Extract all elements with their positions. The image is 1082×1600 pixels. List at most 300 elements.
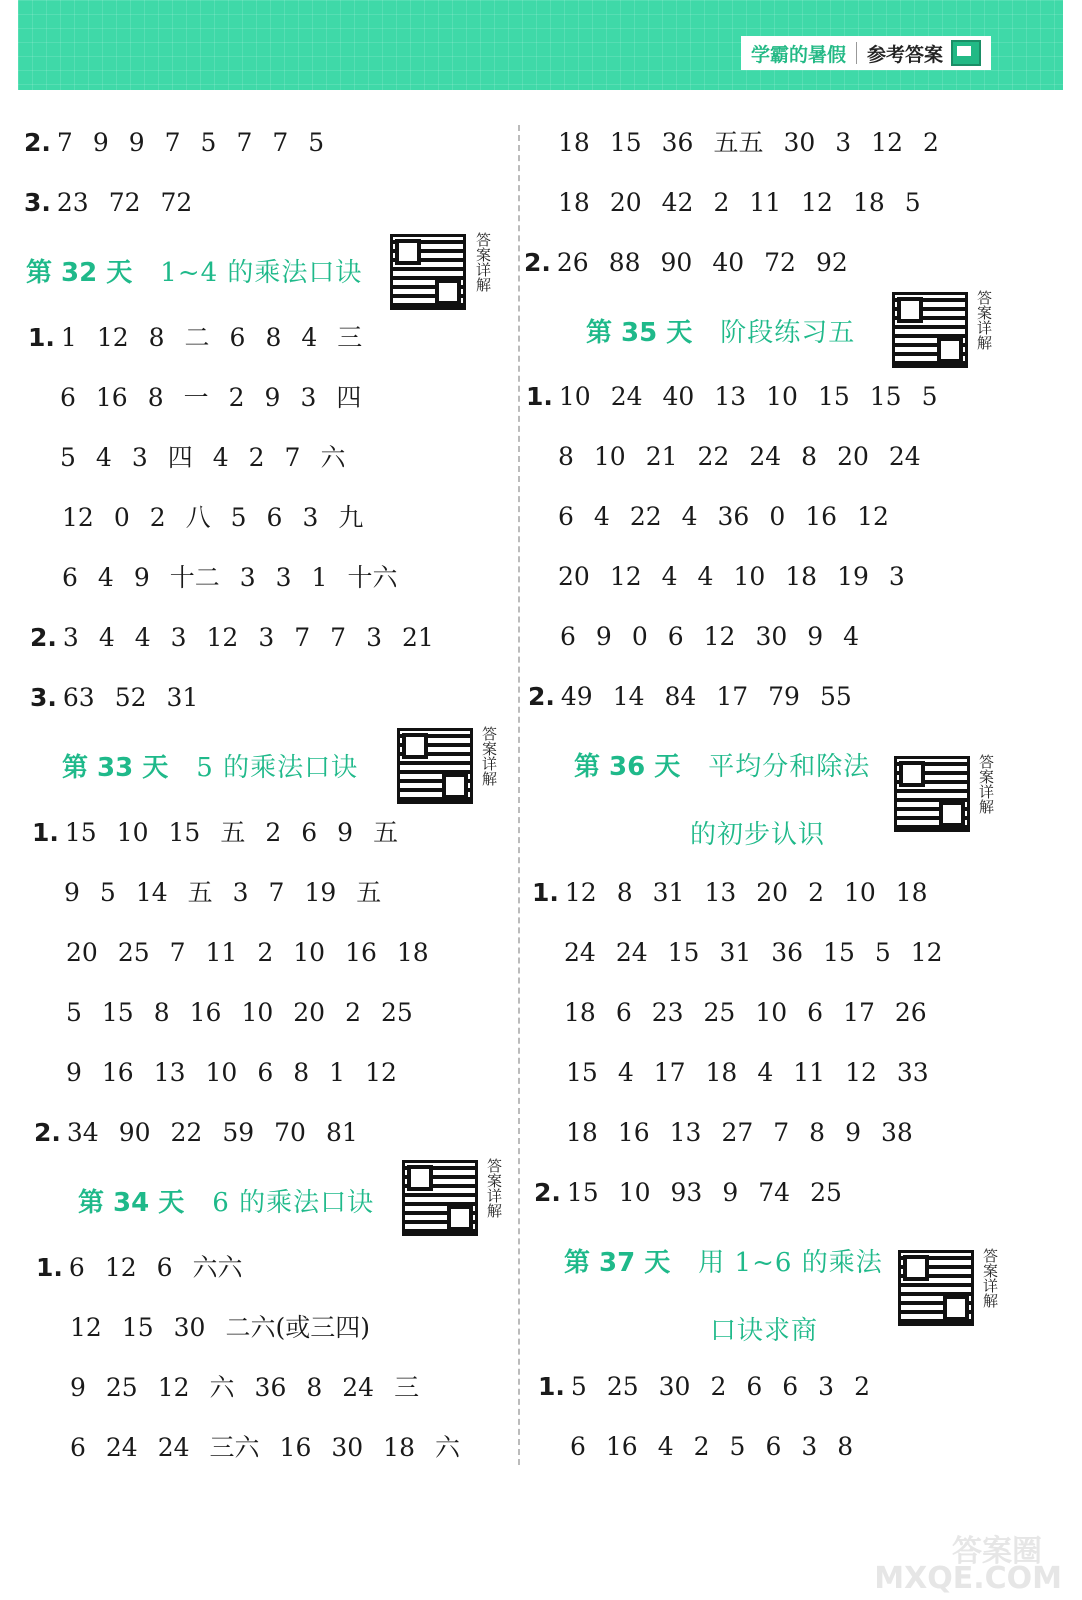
answer-line [30,621,454,655]
answer-value: 一 [183,383,209,412]
answer-value: 4 [843,622,860,651]
qr-code[interactable] [397,728,473,804]
question-number: 1. [538,1372,565,1401]
answer-line [558,440,941,474]
answer-value: 2 [345,998,361,1027]
answer-line [60,381,381,415]
answer-value: 17 [716,682,749,711]
answer-value: 14 [612,682,645,711]
answer-value: 10 [205,1058,238,1087]
section-heading-day-34 [78,1186,374,1220]
answer-value: 9 [133,563,150,592]
answer-value: 74 [758,1178,791,1207]
answer-line [570,1430,873,1464]
answer-line [528,680,872,714]
answer-value: 40 [712,248,745,277]
answer-value: 18 [785,562,818,591]
answer-value: 3 [302,503,319,532]
answer-value: 6 [266,503,283,532]
answer-value: 12 [609,562,642,591]
answer-value: 6 [667,622,684,651]
answer-value: 16 [101,1058,134,1087]
answer-value: 18 [383,1433,415,1462]
answer-value: 12 [365,1058,397,1087]
qr-code[interactable] [898,1250,974,1326]
answer-line [24,126,344,160]
answer-value: 20 [837,442,869,471]
day-label: 第 32 天 [26,258,133,288]
answer-value: 33 [896,1058,929,1087]
answer-value: 3 [888,562,905,591]
answer-value: 5 [921,382,938,411]
answer-value: 4 [617,1058,634,1087]
answer-value: 5 [570,1372,587,1401]
section-heading-day-33 [62,751,358,785]
answer-line [66,996,433,1030]
answer-value: 0 [113,503,130,532]
answer-value: 15 [817,382,850,411]
answer-value: 18 [895,878,928,907]
page-header [18,0,1063,90]
answer-value: 20 [558,562,590,591]
answer-line [66,936,449,970]
answer-value: 52 [114,683,147,712]
answer-value: 92 [815,248,848,277]
answer-value: 25 [380,998,413,1027]
answer-value: 6 [782,1372,799,1401]
answer-value: 5 [99,878,116,907]
topic-label: 平均分和除法 [708,752,871,782]
topic-label: 阶段练习五 [720,318,856,348]
answer-value: 9 [595,622,612,651]
answer-value: 9 [722,1178,739,1207]
answer-line [566,1116,933,1150]
answer-value: 18 [705,1058,738,1087]
answer-value: 15 [823,938,855,967]
answer-line [560,620,879,654]
answer-value: 8 [153,998,170,1027]
watermark-url: MXQE.COM [874,1561,1062,1596]
qr-caption: 答案详解 [977,754,995,814]
answer-value: 24 [610,382,643,411]
section-heading-day-32 [26,256,362,290]
answer-value: 15 [566,1178,599,1207]
answer-value: 6 [156,1253,173,1282]
answer-value: 9 [70,1373,86,1402]
brand-name: 学霸的暑假 [750,43,846,66]
answer-value: 5 [904,188,921,217]
answer-value: 90 [118,1118,151,1147]
answer-value: 九 [338,503,364,532]
answer-value: 2 [854,1372,870,1401]
answer-value: 2 [228,383,245,412]
answer-value: 72 [108,188,141,217]
qr-caption: 答案详解 [485,1158,503,1218]
answer-value: 六 [209,1373,235,1402]
answer-line [532,876,948,910]
answer-value: 11 [749,188,782,217]
answer-value: 18 [396,938,429,967]
answer-value: 3 [258,623,275,652]
answer-line [24,186,212,220]
answer-value: 25 [703,998,736,1027]
answer-value: 42 [661,188,694,217]
answer-value: 8 [558,442,574,471]
answer-value: 4 [657,1432,674,1461]
question-number: 1. [32,818,59,847]
answer-value: 8 [809,1118,826,1147]
answer-value: 2 [248,443,265,472]
question-number: 1. [532,878,559,907]
answer-value: 4 [757,1058,774,1087]
answer-value: 13 [669,1118,702,1147]
answer-line [66,1056,417,1090]
answer-value: 5 [200,128,217,157]
answer-value: 3 [366,623,382,652]
answer-value: 6 [301,818,318,847]
answer-line [70,1311,390,1345]
answer-value: 6 [257,1058,274,1087]
answer-value: 7 [56,128,73,157]
column-divider [518,125,520,1465]
answer-value: 21 [645,442,678,471]
answer-value: 五 [220,818,246,847]
answer-value: 9 [66,1058,82,1087]
topic-label: 用 1~6 的乘法 [698,1248,883,1278]
question-number: 3. [30,683,57,712]
answer-value: 12 [206,623,239,652]
answer-value: 4 [212,443,229,472]
answer-value: 18 [564,998,596,1027]
answer-value: 4 [593,502,610,531]
answer-line [60,441,365,475]
qr-code[interactable] [390,234,466,310]
answer-value: 6 [68,1253,85,1282]
answer-value: 1 [329,1058,346,1087]
answer-value: 四 [336,383,362,412]
answer-value: 27 [721,1118,754,1147]
answer-value: 3 [131,443,148,472]
answer-line [564,936,963,970]
answer-value: 22 [697,442,730,471]
answer-value: 6 [70,1433,86,1462]
topic-label: 6 的乘法口诀 [212,1188,375,1218]
answer-value: 8 [837,1432,854,1461]
answer-line [558,560,925,594]
answer-value: 6 [62,563,78,592]
answer-value: 24 [157,1433,190,1462]
answer-value: 四 [167,443,193,472]
day-label: 第 33 天 [62,753,169,783]
answer-value: 3 [62,623,79,652]
answer-value: 6 [765,1432,782,1461]
answer-value: 70 [274,1118,306,1147]
answer-value: 24 [105,1433,138,1462]
answer-value: 8 [148,323,165,352]
answer-value: 30 [173,1313,206,1342]
question-number: 1. [36,1253,63,1282]
answer-value: 12 [96,323,129,352]
question-number: 1. [526,382,553,411]
answer-value: 22 [629,502,662,531]
question-number: 2. [524,248,551,277]
section-heading-day-36 [574,750,870,784]
answer-value: 26 [556,248,589,277]
answer-value: 4 [697,562,714,591]
answer-line [34,1116,378,1150]
answer-value: 10 [766,382,798,411]
answer-value: 15 [168,818,201,847]
answer-value: 31 [652,878,685,907]
answer-value: 84 [664,682,697,711]
answer-value: 1 [60,323,77,352]
answer-value: 十二 [169,563,220,592]
answer-value: 6 [570,1432,586,1461]
answer-value: 7 [268,878,285,907]
qr-code[interactable] [894,756,970,832]
topic-label: 5 的乘法口诀 [196,753,359,783]
answer-line [28,321,382,355]
answer-value: 16 [805,502,838,531]
answer-value: 34 [66,1118,99,1147]
answer-value: 25 [117,938,150,967]
answer-value: 17 [653,1058,686,1087]
answer-value: 7 [236,128,253,157]
answer-value: 10 [293,938,326,967]
answer-value: 五 [373,818,399,847]
answer-value: 9 [845,1118,861,1147]
answer-line [566,1056,949,1090]
answer-value: 24 [888,442,921,471]
book-icon [951,40,981,66]
answer-value: 5 [729,1432,746,1461]
answer-value: 8 [265,323,282,352]
answer-line [62,561,417,595]
answer-value: 24 [749,442,782,471]
answer-line [538,1370,890,1404]
answer-value: 88 [608,248,641,277]
answer-value: 25 [105,1373,138,1402]
answer-value: 4 [681,502,698,531]
answer-value: 11 [793,1058,826,1087]
answer-value: 15 [667,938,700,967]
answer-value: 六 [320,443,346,472]
answer-line [524,246,868,280]
answer-value: 三 [394,1373,420,1402]
answer-value: 2 [713,188,730,217]
answer-value: 36 [254,1373,287,1402]
answer-line [30,681,218,715]
answer-value: 23 [651,998,684,1027]
answer-value: 18 [852,188,885,217]
answer-value: 10 [755,998,788,1027]
answer-value: 2 [693,1432,710,1461]
answer-value: 7 [169,938,186,967]
answer-value: 30 [658,1372,691,1401]
day-label: 第 36 天 [574,752,681,782]
qr-caption: 答案详解 [474,232,492,292]
answer-value: 25 [606,1372,639,1401]
answer-value: 10 [843,878,876,907]
answer-value: 72 [160,188,193,217]
watermark-logo: 答案圈 [952,1534,1042,1569]
answer-value: 二 [184,323,210,352]
answer-value: 3 [818,1372,835,1401]
answer-line [558,126,959,160]
answer-value: 12 [703,622,736,651]
answer-value: 24 [615,938,648,967]
qr-code[interactable] [402,1160,478,1236]
answer-line [70,1371,439,1405]
answer-value: 八 [185,503,211,532]
answer-value: 20 [293,998,326,1027]
answer-line [70,1431,480,1465]
answer-value: 79 [768,682,800,711]
answer-value: 8 [293,1058,310,1087]
answer-value: 3 [170,623,187,652]
question-number: 2. [528,682,555,711]
answer-value: 2 [710,1372,727,1401]
answer-value: 14 [135,878,168,907]
answer-value: 16 [95,383,128,412]
section-heading-day-35 [586,316,855,350]
day-label: 第 35 天 [586,318,693,348]
answer-value: 13 [153,1058,186,1087]
answer-value: 五五 [713,128,764,157]
answer-value: 5 [308,128,325,157]
answer-value: 19 [304,878,337,907]
answer-line [32,816,418,850]
answer-value: 18 [566,1118,598,1147]
answer-value: 12 [857,502,889,531]
answer-value: 12 [564,878,597,907]
answer-value: 63 [62,683,95,712]
answer-line [558,186,941,220]
answer-value: 9 [264,383,281,412]
answer-value: 31 [719,938,752,967]
answer-value: 40 [662,382,695,411]
answer-value: 15 [101,998,134,1027]
answer-value: 17 [843,998,875,1027]
answer-value: 16 [279,1433,312,1462]
answer-value: 10 [116,818,149,847]
question-number: 2. [30,623,57,652]
answer-value: 2 [265,818,282,847]
answer-value: 六 [434,1433,460,1462]
answer-value: 7 [284,443,301,472]
answer-value: 2 [808,878,824,907]
answer-value: 59 [222,1118,255,1147]
answer-line [534,1176,862,1210]
answer-value: 3 [801,1432,818,1461]
answer-value: 16 [617,1118,650,1147]
answer-line [564,996,947,1030]
qr-caption: 答案详解 [480,726,498,786]
answer-line [64,876,401,910]
answer-value: 6 [229,323,246,352]
answer-value: 20 [66,938,98,967]
answer-value: 72 [764,248,796,277]
header-label-box [741,36,991,70]
answer-value: 36 [771,938,804,967]
answer-value: 90 [660,248,693,277]
answer-value: 7 [272,128,289,157]
answer-value: 7 [330,623,347,652]
answer-value: 8 [616,878,633,907]
answer-value: 6 [60,383,76,412]
answer-value: 15 [64,818,97,847]
answer-value: 7 [773,1118,790,1147]
answer-value: 20 [609,188,642,217]
qr-caption: 答案详解 [975,290,993,350]
answer-value: 12 [845,1058,877,1087]
answer-value: 4 [97,563,114,592]
answer-value: 4 [98,623,115,652]
answer-value: 5 [230,503,247,532]
answer-value: 5 [60,443,76,472]
answer-value: 3 [275,563,292,592]
answer-value: 18 [558,188,590,217]
answer-value: 五 [356,878,382,907]
answer-value: 15 [609,128,642,157]
answer-value: 3 [300,383,317,412]
answer-value: 5 [874,938,891,967]
answer-value: 8 [306,1373,323,1402]
answer-value: 2 [922,128,939,157]
qr-code[interactable] [892,292,968,368]
answer-value: 4 [301,323,318,352]
answer-value: 24 [564,938,596,967]
question-number: 1. [28,323,55,352]
answer-value: 0 [769,502,786,531]
answer-value: 20 [756,878,789,907]
answer-value: 3 [239,563,256,592]
topic-label-continued: 的初步认识 [690,820,826,850]
answer-value: 12 [70,1313,102,1342]
answer-value: 38 [880,1118,913,1147]
answer-value: 9 [807,622,824,651]
section-heading-day-37 [564,1246,883,1280]
answer-value: 22 [170,1118,203,1147]
answer-value: 10 [593,442,626,471]
answer-value: 6 [615,998,632,1027]
answer-value: 5 [66,998,82,1027]
answer-value: 2 [149,503,166,532]
answer-value: 81 [325,1118,358,1147]
topic-label-continued: 口诀求商 [710,1316,819,1346]
answer-value: 10 [618,1178,651,1207]
answer-value: 12 [157,1373,190,1402]
answer-line [526,380,958,414]
answer-value: 二六(或三四) [225,1313,370,1342]
answer-value: 12 [871,128,903,157]
day-label: 第 34 天 [78,1188,185,1218]
answer-value: 30 [755,622,788,651]
answer-value: 1 [311,563,328,592]
answer-line [62,501,383,535]
answer-value: 12 [801,188,833,217]
answer-value: 4 [95,443,112,472]
answer-value: 4 [134,623,151,652]
answer-value: 19 [837,562,869,591]
answer-value: 12 [910,938,943,967]
answer-value: 15 [869,382,902,411]
answer-value: 6 [558,502,574,531]
answer-value: 7 [164,128,181,157]
question-number: 2. [34,1118,61,1147]
answer-value: 9 [337,818,354,847]
answer-value: 36 [661,128,694,157]
